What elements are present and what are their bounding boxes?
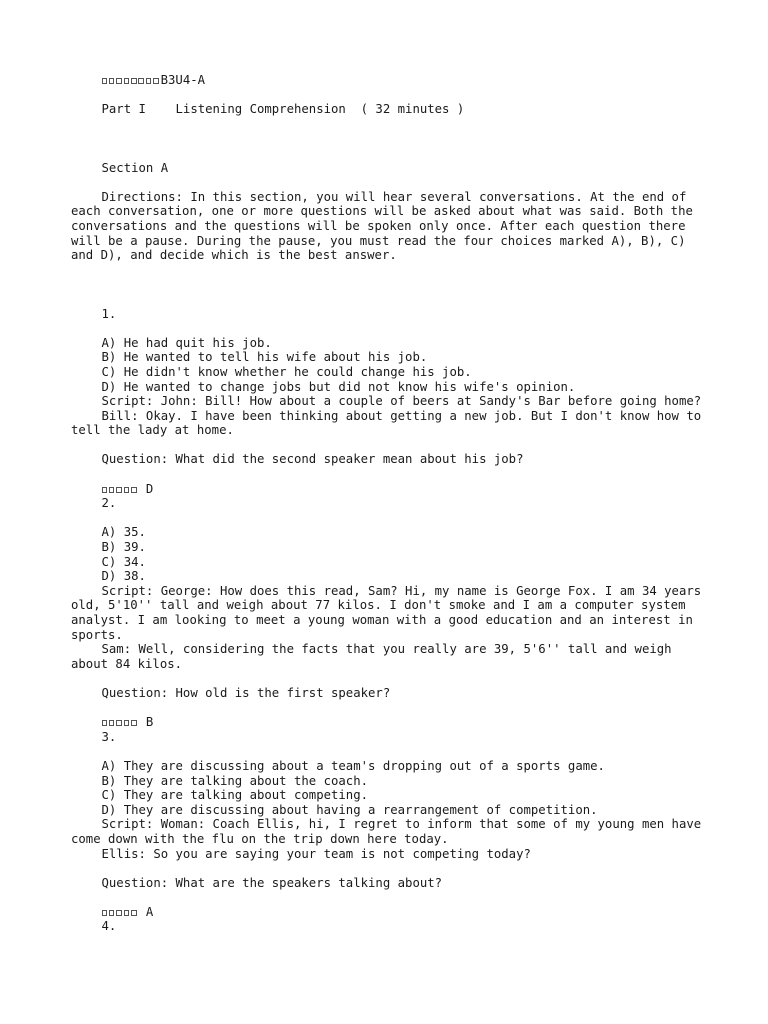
choice-a: A) They are discussing about a team's dropping out of a sports game. (101, 758, 605, 773)
choice-b: B) He wanted to tell his wife about his job. (101, 350, 428, 365)
answer-line (71, 482, 711, 497)
script-line: Ellis: So you are saying your team is not competing today? (101, 846, 531, 861)
question-text: Question: How old is the first speaker? (101, 685, 391, 700)
choice-b: B) They are talking about the coach. (101, 773, 369, 788)
choice-d: D) 38. (101, 569, 146, 584)
question-block (71, 307, 711, 497)
answer-value: D (145, 481, 154, 496)
answer-line (71, 905, 711, 920)
script-line: Script: George: How does this read, Sam? Hi, my name is George Fox. I am 34 years old, 5'10'' tall and weigh about 77 kilos. I don't smoke and I am a computer system analyst. I am looking to meet a young woman with a good education and an interest in sports. (71, 583, 709, 642)
document-header (71, 73, 711, 88)
missing-glyph-boxes (102, 715, 139, 729)
answer-line (71, 715, 711, 730)
choice-c: C) He didn't know whether he could change his job. (101, 364, 472, 379)
question-text: Question: What are the speakers talking about? (101, 875, 443, 890)
question-number: 1. (101, 306, 117, 321)
choice-d: D) He wanted to change jobs but did not know his wife's opinion. (101, 379, 576, 394)
question-number: 3. (101, 729, 117, 744)
choice-d: D) They are discussing about having a rearrangement of competition. (101, 802, 598, 817)
missing-glyph-boxes (102, 482, 139, 496)
section-title: Section A (101, 160, 169, 175)
answer-value: A (145, 904, 154, 919)
choice-c: C) 34. (101, 554, 146, 569)
question-text: Question: What did the second speaker mean about his job? (101, 452, 524, 467)
choice-a: A) 35. (101, 525, 146, 540)
question-number: 4. (101, 919, 117, 934)
answer-value: B (145, 715, 154, 730)
question-number: 2. (101, 496, 117, 511)
script-line: Sam: Well, considering the facts that you really are 39, 5'6'' tall and weigh about 84 kilos. (71, 642, 679, 671)
missing-glyph-boxes (102, 905, 139, 919)
choice-b: B) 39. (101, 540, 146, 555)
part-title: Part I Listening Comprehension ( 32 minutes ) (101, 102, 465, 117)
document-page (71, 73, 711, 934)
question-block (71, 496, 711, 730)
question-block (71, 730, 711, 920)
choice-a: A) He had quit his job. (101, 335, 272, 350)
script-line: Bill: Okay. I have been thinking about getting a new job. But I don't know how to tell the lady at home. (71, 408, 709, 438)
missing-glyph-boxes (102, 73, 161, 87)
script-line: Script: John: Bill! How about a couple of beers at Sandy's Bar before going home? (101, 394, 702, 409)
script-line: Script: Woman: Coach Ellis, hi, I regret to inform that some of my young men have come down with the flu on the trip down here today. (71, 817, 709, 846)
directions: Directions: In this section, you will hear several conversations. At the end of each conversation, one or more questions will be asked about what was said. Both the conversations and the questions will be spoken only once. After each question there will be a pause. During the pause, you must read the four choices marked A), B), C) and D), and decide which is the best answer. (71, 189, 701, 263)
choice-c: C) They are talking about competing. (101, 788, 369, 803)
question-block (71, 919, 711, 934)
document-code: B3U4-A (160, 73, 206, 87)
